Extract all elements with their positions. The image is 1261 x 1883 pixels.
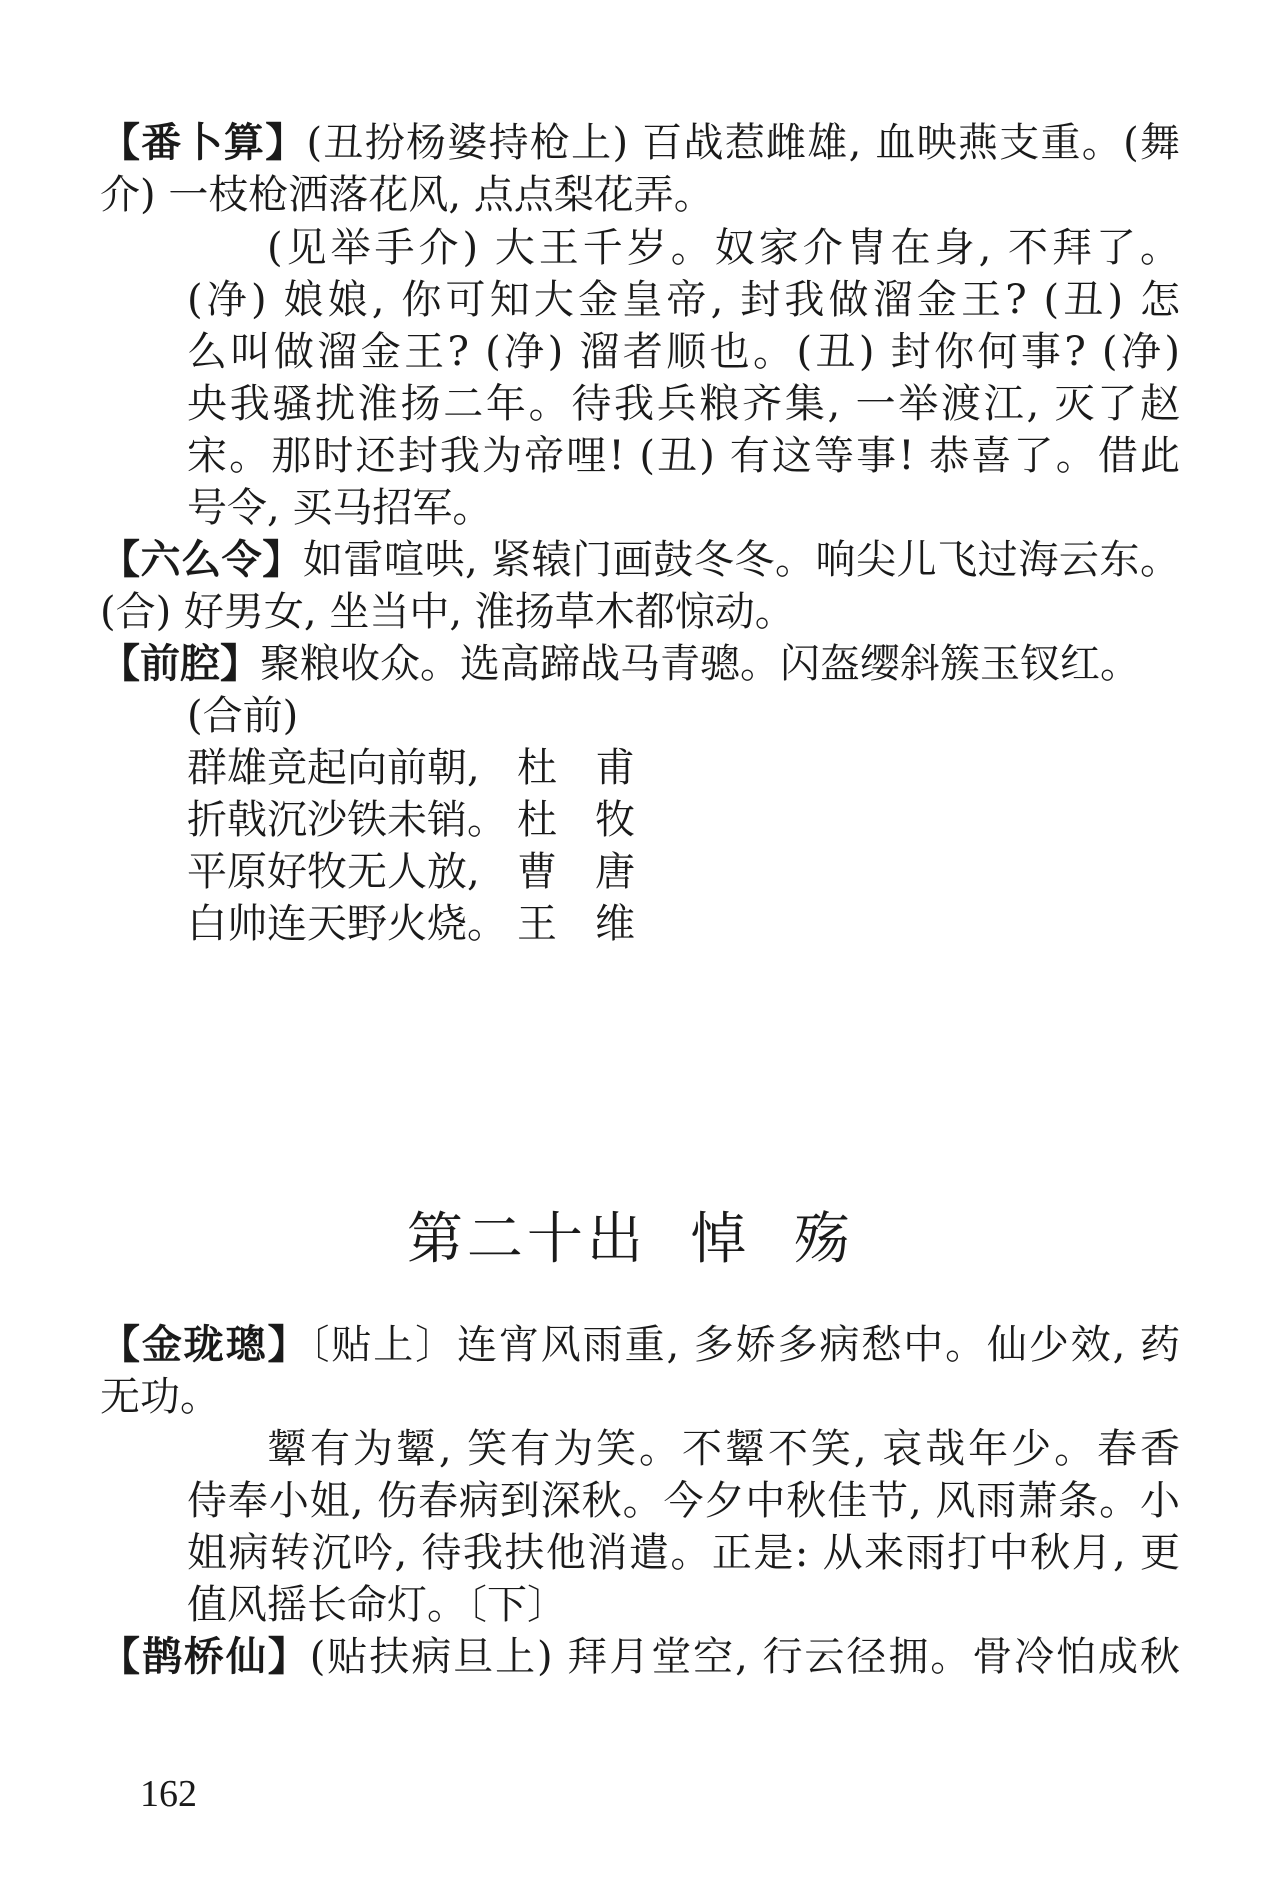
poem-author: 杜牧 xyxy=(517,797,673,843)
tune-name: 【金珑璁】 xyxy=(100,1322,310,1368)
poem-verse: 折戟沉沙铁未销。 xyxy=(187,797,507,843)
poem-verse: 群雄竞起向前朝, xyxy=(187,745,480,791)
chapter-heading: 第二十出 悼 殇 xyxy=(406,1207,855,1272)
text-line: (合) 好男女, 坐当中, 淮扬草木都惊动。 xyxy=(100,589,795,635)
poem-line xyxy=(187,893,673,955)
lyric-text: (贴扶病旦上) 拜月堂空, 行云径拥。骨冷怕成秋 xyxy=(309,1634,1181,1680)
poem-verse: 平原好牧无人放, xyxy=(187,849,480,895)
lyric-text: 聚粮收众。选高蹄战马青骢。闪盔缨斜簇玉钗红。 xyxy=(260,641,1140,687)
poem-verse: 白帅连天野火烧。 xyxy=(187,901,507,947)
dialogue-line: 宋。那时还封我为帝哩! (丑) 有这等事! 恭喜了。借此 xyxy=(187,433,1180,479)
dialogue-line: (见举手介) 大王千岁。奴家介冑在身, 不拜了。 xyxy=(267,225,1180,271)
dialogue-line: 么叫做溜金王? (净) 溜者顺也。(丑) 封你何事? (净) xyxy=(187,329,1180,375)
stage-note: (合前) xyxy=(187,693,299,739)
dialogue-line: (净) 娘娘, 你可知大金皇帝, 封我做溜金王? (丑) 怎 xyxy=(187,277,1180,323)
lyric-text: 〔贴上〕连宵风雨重, 多娇多病愁中。仙少效, 药 xyxy=(309,1322,1181,1368)
tune-name: 【鹊桥仙】 xyxy=(100,1634,310,1680)
page-number: 162 xyxy=(140,1773,197,1815)
dialogue-line: 号令, 买马招军。 xyxy=(187,485,493,531)
lyric-text: 如雷喧哄, 紧辕门画鼓冬冬。响尖儿飞过海云东。 xyxy=(302,537,1181,583)
tune-name: 【六么令】 xyxy=(100,537,303,583)
poem-author: 曹唐 xyxy=(517,849,673,895)
tune-name: 【前腔】 xyxy=(100,641,260,687)
dialogue-line: 值风摇长命灯。〔下〕 xyxy=(187,1582,567,1628)
poem-author: 王维 xyxy=(517,901,673,947)
dialogue-line: 姐病转沉吟, 待我扶他消遣。正是: 从来雨打中秋月, 更 xyxy=(187,1530,1180,1576)
dialogue-line: 侍奉小姐, 伤春病到深秋。今夕中秋佳节, 风雨萧条。小 xyxy=(187,1478,1180,1524)
tune-name: 【番卜算】 xyxy=(100,120,307,166)
text-line: 无功。 xyxy=(100,1374,220,1420)
dialogue-line: 颦有为颦, 笑有为笑。不颦不笑, 哀哉年少。春香 xyxy=(267,1426,1180,1472)
lyric-text: (丑扮杨婆持枪上) 百战惹雌雄, 血映燕支重。(舞 xyxy=(306,120,1181,166)
text-line: 介) 一枝枪洒落花风, 点点梨花弄。 xyxy=(100,172,714,218)
poem-author: 杜甫 xyxy=(517,745,673,791)
dialogue-line: 央我骚扰淮扬二年。待我兵粮齐集, 一举渡江, 灭了赵 xyxy=(187,381,1180,427)
text-line xyxy=(100,1626,1180,1688)
